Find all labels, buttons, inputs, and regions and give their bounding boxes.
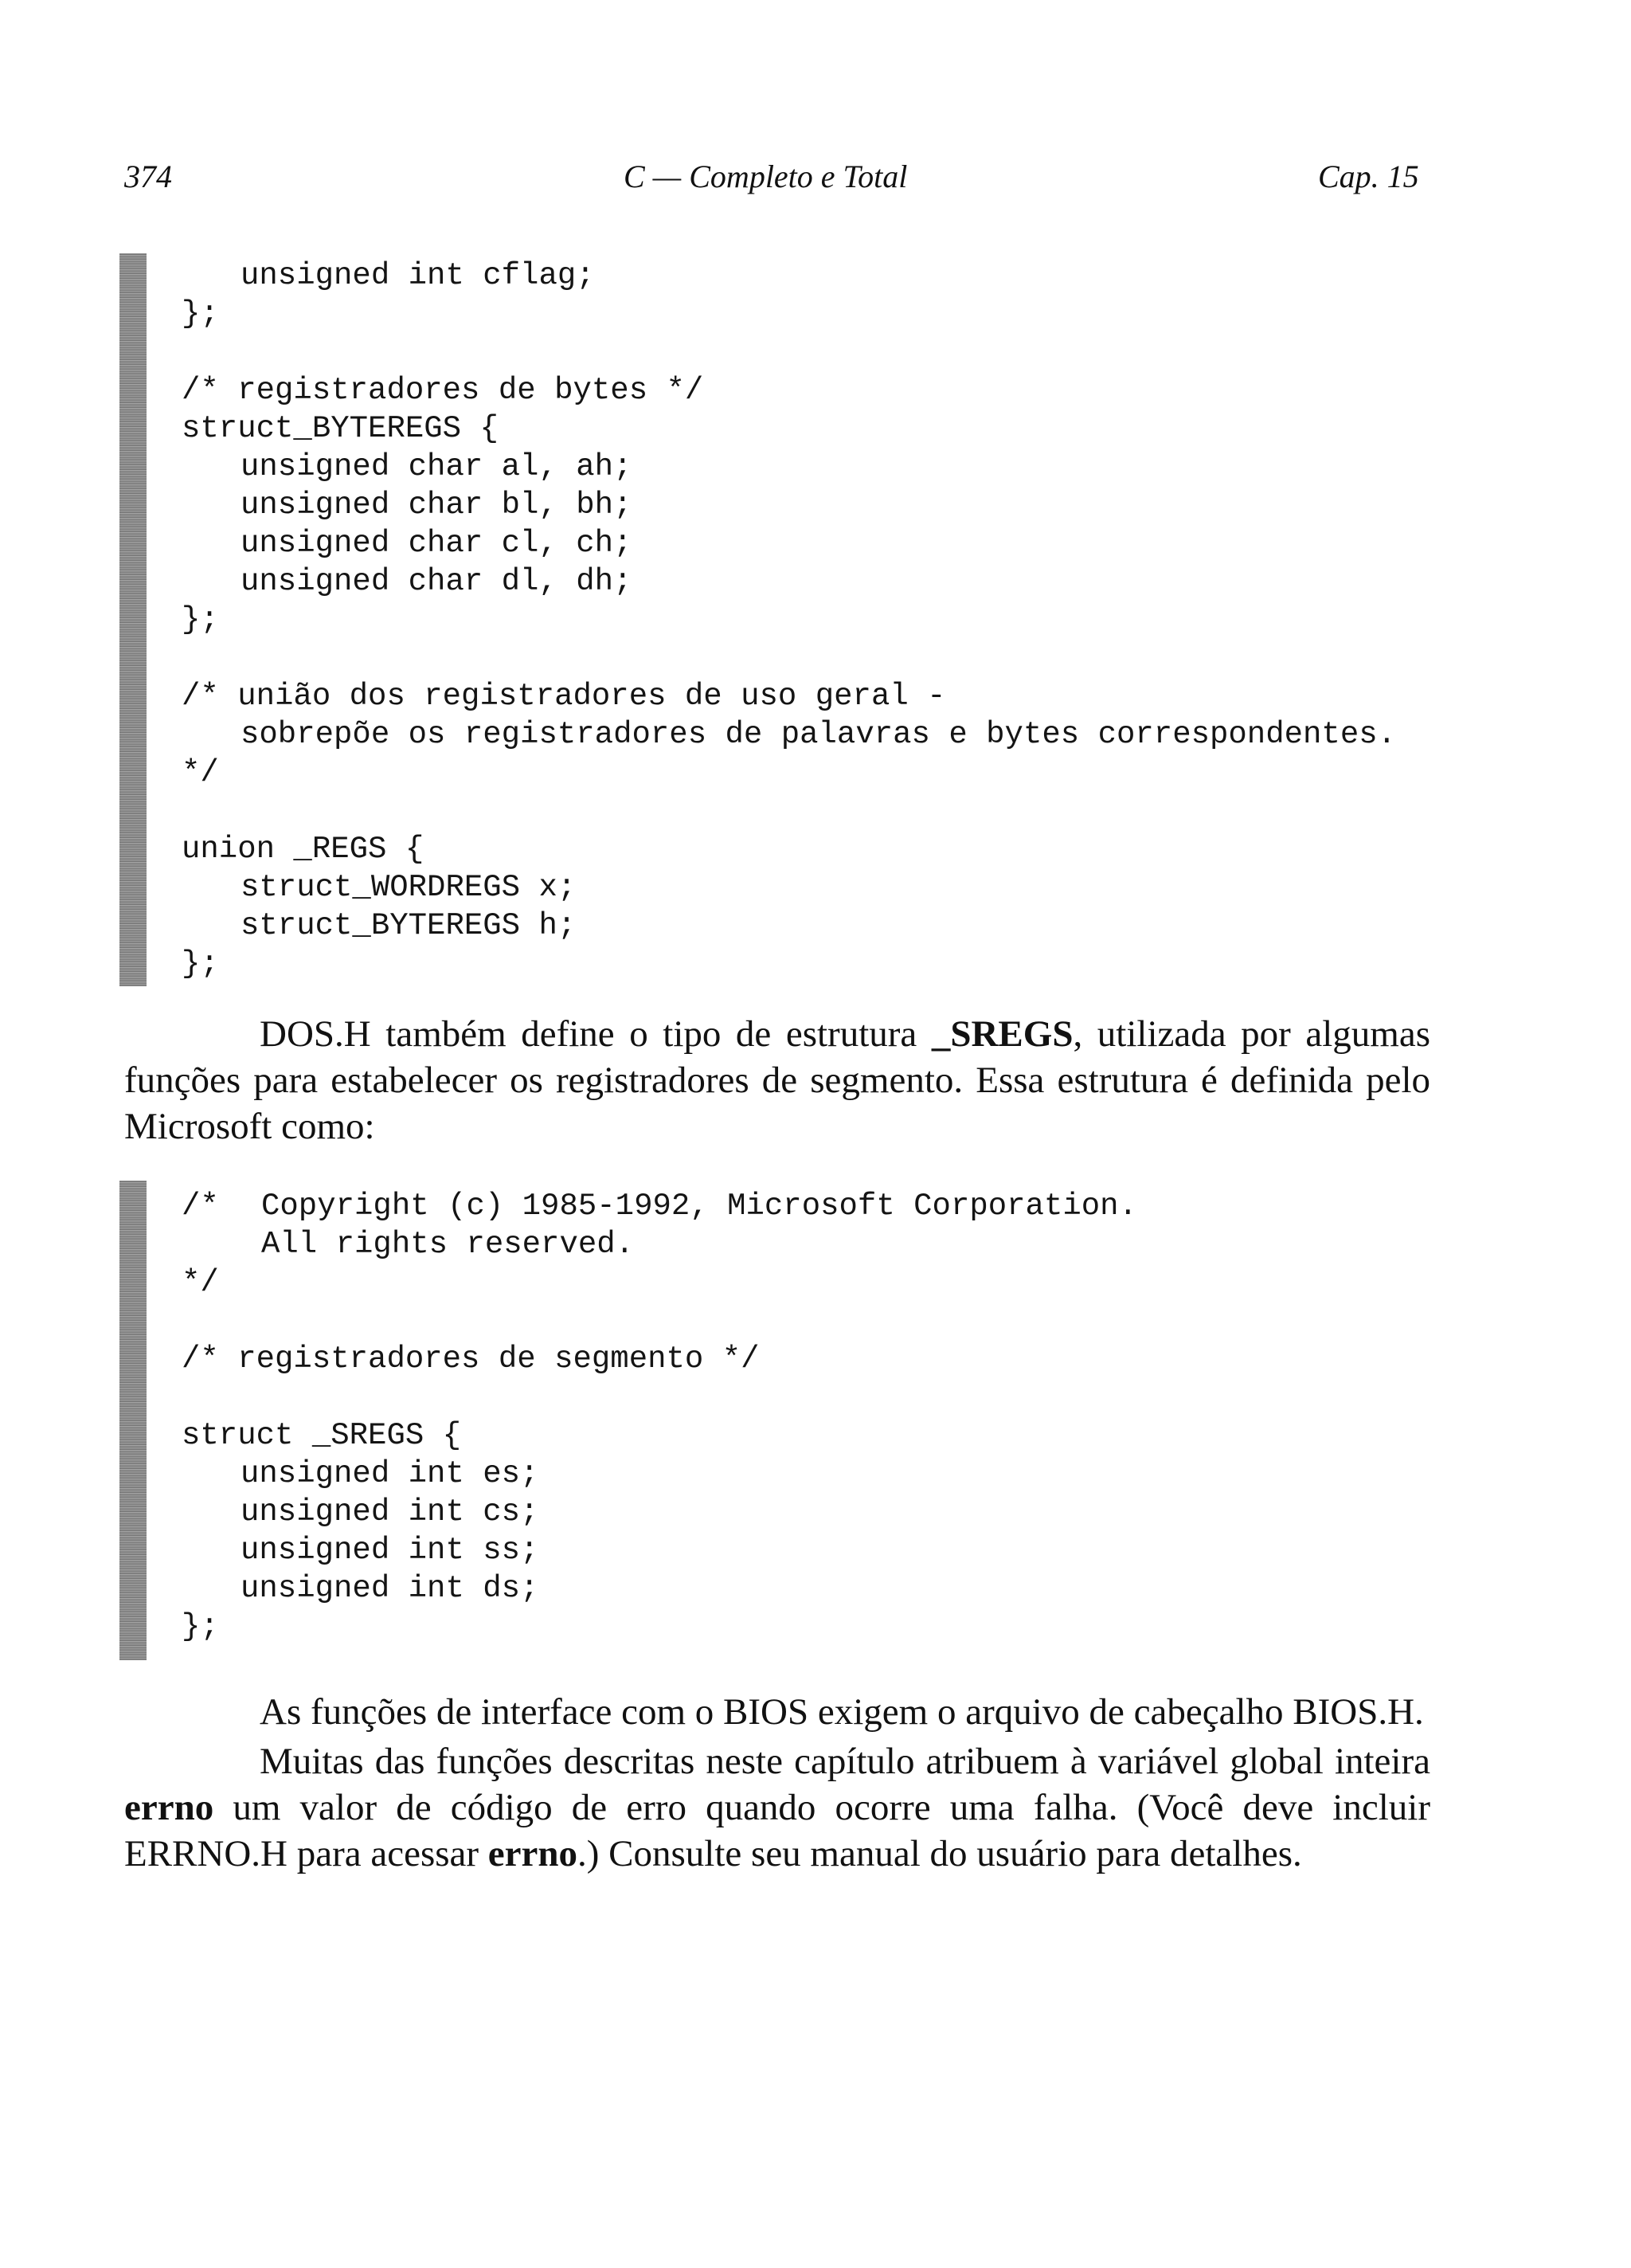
paragraph-bold-term: errno (124, 1787, 214, 1828)
body-paragraph-bios (124, 1689, 1430, 1735)
code-line: /* registradores de bytes */ (182, 373, 704, 408)
code-line: unsigned int es; (241, 1456, 539, 1491)
paragraph-text: .) Consulte seu manual do usuário para detalhes. (577, 1833, 1302, 1874)
code-line: /* união dos registradores de uso geral - (182, 679, 946, 714)
code-line: All rights reserved. (261, 1227, 635, 1262)
paragraph-text: DOS.H também define o tipo de estrutura (260, 1013, 932, 1055)
code-line: unsigned char bl, bh; (241, 488, 632, 523)
code-line: union _REGS { (182, 832, 424, 867)
code-line: sobrepõe os registradores de palavras e bytes correspondentes. (241, 717, 1397, 752)
code-line: unsigned int ds; (241, 1571, 539, 1606)
paragraph-text: As funções de interface com o BIOS exigem o arquivo de cabeçalho BIOS.H. (260, 1691, 1424, 1733)
code-line: unsigned char cl, ch; (241, 526, 632, 561)
code-line: }; (182, 1609, 219, 1644)
code-line: unsigned int cflag; (241, 258, 595, 293)
code-margin-bar (119, 1181, 147, 1660)
code-line: }; (182, 946, 219, 981)
paragraph-bold-term: errno (487, 1833, 578, 1874)
body-paragraph-errno (124, 1738, 1430, 1877)
paragraph-text: um valor de código de erro quando ocorre uma falha. (Você deve incluir ERRNO.H para acessar (124, 1787, 1430, 1874)
page-number: 374 (124, 159, 172, 194)
paragraph-text: Muitas das funções descritas neste capítulo atribuem à variável global inteira (260, 1741, 1430, 1782)
running-header (0, 158, 1631, 206)
code-line: unsigned int cs; (241, 1494, 539, 1530)
code-line: struct_WORDREGS x; (241, 870, 577, 905)
code-line: Copyright (c) 1985-1992, Microsoft Corporation. (261, 1189, 1137, 1224)
code-line: struct _SREGS { (182, 1418, 462, 1453)
body-paragraph-sregs (124, 1011, 1430, 1150)
paragraph-bold-term: _SREGS (931, 1013, 1074, 1055)
paragraph-text: , utilizada por algumas funções para estabelecer os registradores de segmento. Essa estrutura é definida pelo Microsoft como: (124, 1013, 1430, 1147)
code-line: unsigned char al, ah; (241, 449, 632, 484)
code-margin-bar (119, 253, 147, 986)
code-line: /* registradores de segmento */ (182, 1342, 760, 1377)
book-title: C — Completo e Total (624, 159, 908, 194)
code-line: unsigned char dl, dh; (241, 564, 632, 599)
code-line: struct_BYTEREGS h; (241, 908, 577, 943)
code-line: struct_BYTEREGS { (182, 411, 499, 446)
chapter-label: Cap. 15 (1318, 159, 1419, 194)
code-line: }; (182, 296, 219, 331)
code-line: */ (182, 1265, 219, 1300)
code-line: /* (182, 1189, 219, 1224)
code-line: */ (182, 755, 219, 790)
code-line: unsigned int ss; (241, 1533, 539, 1568)
code-line: }; (182, 602, 219, 637)
